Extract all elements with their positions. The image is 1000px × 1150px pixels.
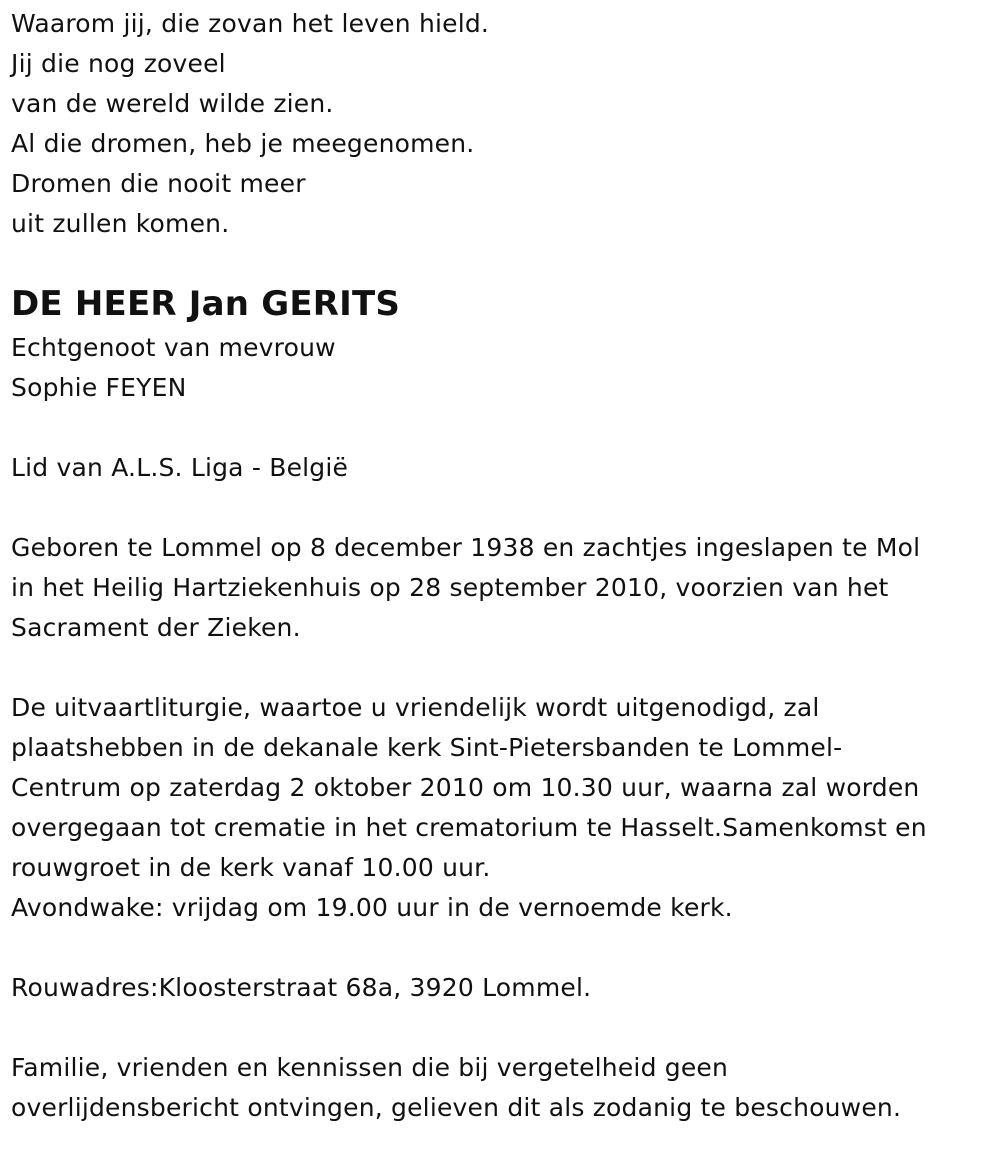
closing-paragraph: [11, 1048, 991, 1128]
paragraph-line: in het Heilig Hartziekenhuis op 28 september 2010, voorzien van het: [11, 573, 889, 602]
poem-line: van de wereld wilde zien.: [11, 89, 334, 118]
poem: [11, 4, 991, 244]
spacer: [11, 408, 991, 448]
spacer: [11, 648, 991, 688]
poem-line: Al die dromen, heb je meegenomen.: [11, 129, 475, 158]
paragraph-line: Familie, vrienden en kennissen die bij vergetelheid geen: [11, 1053, 729, 1082]
paragraph-line: Avondwake: vrijdag om 19.00 uur in de vernoemde kerk.: [11, 893, 733, 922]
paragraph-line: overgegaan tot crematie in het crematorium te Hasselt.Samenkomst en: [11, 813, 927, 842]
membership-line: Lid van A.L.S. Liga - België: [11, 453, 349, 482]
poem-line: Jij die nog zoveel: [11, 49, 226, 78]
paragraph-line: plaatshebben in de dekanale kerk Sint-Pietersbanden te Lommel-: [11, 733, 843, 762]
poem-line: Dromen die nooit meer: [11, 169, 306, 198]
spacer: [11, 244, 991, 280]
paragraph-line: Centrum op zaterdag 2 oktober 2010 om 10.30 uur, waarna zal worden: [11, 773, 920, 802]
birth-death-paragraph: [11, 528, 991, 648]
poem-line: uit zullen komen.: [11, 209, 230, 238]
spouse-line: Echtgenoot van mevrouw: [11, 333, 336, 362]
spouse-info: [11, 328, 991, 408]
deceased-name: DE HEER Jan GERITS: [11, 284, 401, 324]
funeral-paragraph: [11, 688, 991, 928]
paragraph-line: Sacrament der Zieken.: [11, 613, 301, 642]
spouse-line: Sophie FEYEN: [11, 373, 187, 402]
paragraph-line: De uitvaartliturgie, waartoe u vriendelijk wordt uitgenodigd, zal: [11, 693, 820, 722]
obituary-notice: [11, 4, 991, 1128]
spacer: [11, 1008, 991, 1048]
poem-line: Waarom jij, die zovan het leven hield.: [11, 9, 490, 38]
paragraph-line: Geboren te Lommel op 8 december 1938 en zachtjes ingeslapen te Mol: [11, 533, 921, 562]
spacer: [11, 928, 991, 968]
address-line: Rouwadres:Kloosterstraat 68a, 3920 Lommel.: [11, 973, 592, 1002]
paragraph-line: overlijdensbericht ontvingen, gelieven dit als zodanig te beschouwen.: [11, 1093, 902, 1122]
paragraph-line: rouwgroet in de kerk vanaf 10.00 uur.: [11, 853, 491, 882]
spacer: [11, 488, 991, 528]
